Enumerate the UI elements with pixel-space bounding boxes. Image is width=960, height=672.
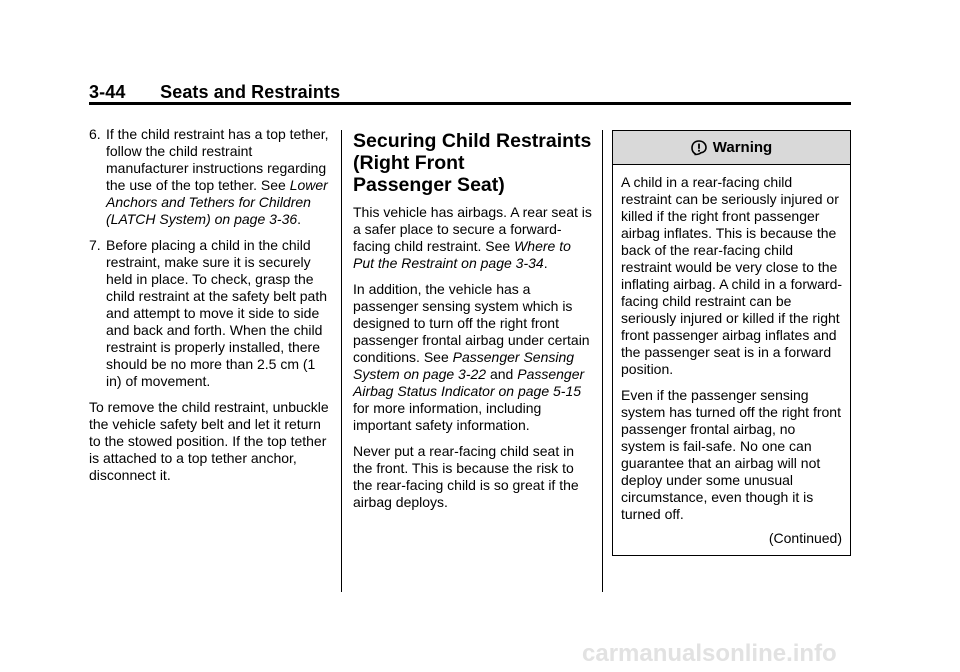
warning-icon xyxy=(691,140,707,156)
warning-header xyxy=(613,131,850,165)
section-title xyxy=(353,130,593,196)
item-number: 6. xyxy=(89,126,101,142)
warning-paragraph: Even if the passenger sensing system has turned off the right front passenger frontal airbag, no system is fail-safe. No one can guarantee that an airbag will not deploy under some unusual circumstance, even though it is turned off. xyxy=(621,387,841,522)
cross-reference-link[interactable]: Passenger Sensing System on page 3-22 xyxy=(353,349,575,382)
item-number: 7. xyxy=(89,237,101,253)
column-divider xyxy=(602,130,603,592)
cross-reference-link[interactable]: Lower Anchors and Tethers for Children (LATCH System) on page 3-36 xyxy=(106,177,328,227)
chapter-title: Seats and Restraints xyxy=(160,82,341,102)
item-text: Before placing a child in the child restraint, make sure it is securely held in place. To check, grasp the child restraint at the safety belt path and attempt to move it side to side and back and forth. When the child restraint is properly installed, there should be no more than 2.5 cm (1 in) of movement. xyxy=(106,237,328,389)
list-item-6 xyxy=(89,126,329,228)
item-text-b: . xyxy=(297,211,302,227)
section-title-line: Securing Child Restraints xyxy=(353,130,592,152)
column-left xyxy=(89,126,329,493)
warning-paragraph: A child in a rear-facing child restraint can be seriously injured or killed if the right front passenger airbag inflates. This is because the back of the rear-facing child restraint would be very close to the inflating airbag. A child in a forward-facing child restraint can be seriously injured or killed if the right front passenger airbag inflates and the passenger seat is in a forward position. xyxy=(621,174,843,377)
section-title-line: Passenger Seat) xyxy=(353,174,505,196)
body-paragraph: To remove the child restraint, unbuckle the vehicle safety belt and let it return to the stowed position. If the top tether is attached to a top tether anchor, disconnect it. xyxy=(89,399,329,483)
column-divider xyxy=(341,130,342,592)
watermark: carmanualsonline.info xyxy=(582,640,837,667)
text-run: This vehicle has airbags. A rear seat is a safer place to secure a forward-facing child restraint. See xyxy=(353,204,592,254)
body-paragraph xyxy=(353,204,593,272)
header-rule xyxy=(89,102,851,105)
page-number: 3-44 xyxy=(89,82,126,102)
warning-box xyxy=(612,130,851,556)
text-run: for more information, including important safety information. xyxy=(353,400,542,433)
column-middle xyxy=(353,126,593,520)
item-text xyxy=(106,126,329,228)
item-text-a: If the child restraint has a top tether, follow the child restraint manufacturer instructions regarding the use of the top tether. See xyxy=(106,126,329,193)
cross-reference-link[interactable]: Passenger Airbag Status Indicator on page 5-15 xyxy=(353,366,585,399)
warning-title: Warning xyxy=(712,139,773,156)
text-run: In addition, the vehicle has a passenger sensing system which is designed to turn off the right front passenger frontal airbag under certain conditions. See xyxy=(353,281,590,365)
text-run: and xyxy=(486,366,518,382)
body-paragraph xyxy=(353,281,593,434)
cross-reference-link[interactable]: Where to Put the Restraint on page 3-34 xyxy=(353,238,571,271)
warning-body xyxy=(613,165,850,547)
body-paragraph: Never put a rear-facing child seat in the front. This is because the risk to the rear-facing child is so great if the airbag deploys. xyxy=(353,443,579,510)
continued-label: (Continued) xyxy=(768,530,842,546)
section-title-line: (Right Front xyxy=(353,152,465,174)
list-item-7 xyxy=(89,237,329,390)
page-header xyxy=(89,82,340,103)
text-run: . xyxy=(543,255,548,271)
